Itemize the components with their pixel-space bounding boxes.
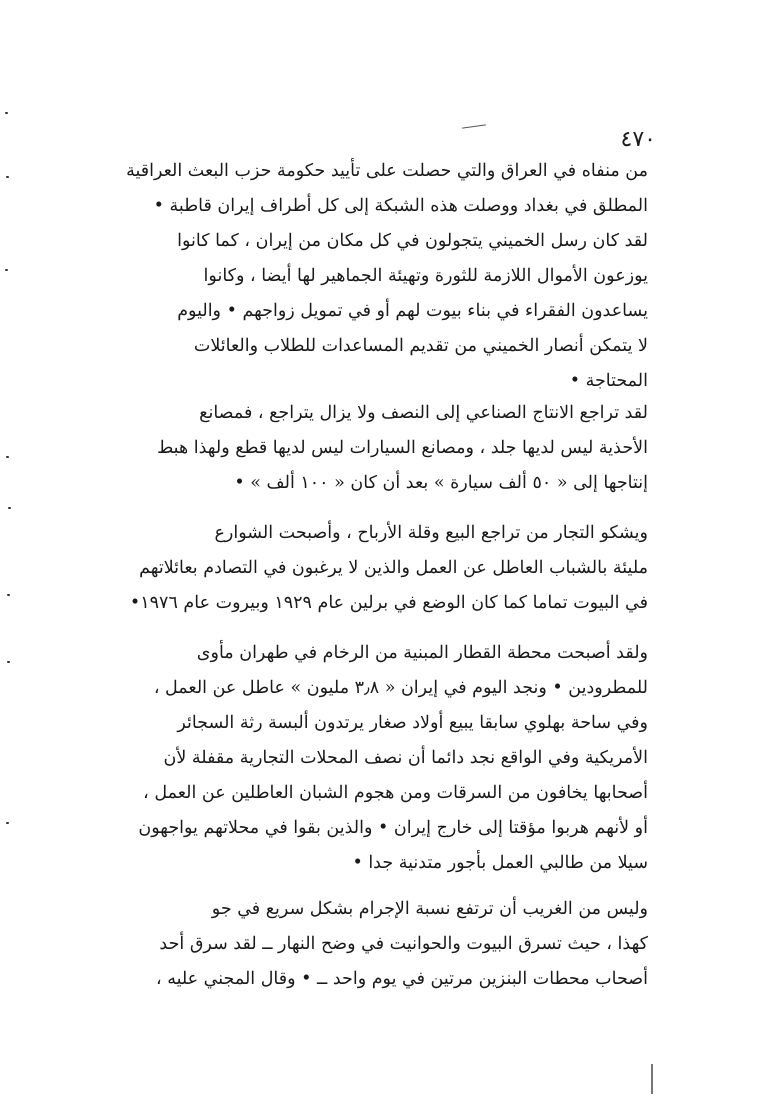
paragraph (110, 636, 648, 881)
text-line: أصحابها يخافون من السرقات ومن هجوم الشبان العاطلين عن العمل ، (143, 783, 648, 803)
text-line: المطلق في بغداد ووصلت هذه الشبكة إلى كل أطراف إيران قاطبة • (153, 196, 648, 216)
page-number: ٤٧٠ (620, 127, 656, 152)
margin-mark (7, 594, 10, 596)
text-line: إنتاجها إلى « ٥٠ ألف سيارة » بعد أن كان « ١٠٠ ألف » • (234, 473, 648, 493)
text-line: وليس من الغريب أن ترتفع نسبة الإجرام بشكل سريع في جو (211, 899, 648, 919)
text-line: المحتاجة • (569, 371, 648, 391)
text-line: يوزعون الأموال اللازمة للثورة وتهيئة الجماهير لها أيضا ، وكانوا (203, 266, 648, 286)
margin-mark (5, 112, 8, 114)
text-line: كهذا ، حيث تسرق البيوت والحوانيت في وضح النهار ــ لقد سرق أحد (159, 934, 648, 954)
text-line: لقد كان رسل الخميني يتجولون في كل مكان من إيران ، كما كانوا (177, 231, 648, 251)
text-line: في البيوت تماما كما كان الوضع في برلين عام ١٩٢٩ وبيروت عام ١٩٧٦• (129, 593, 648, 613)
paragraph (110, 396, 648, 501)
paragraph (110, 516, 648, 621)
text-line: الأحذية ليس لديها جلد ، ومصانع السيارات ليس لديها قطع ولهذا هبط (157, 438, 648, 458)
text-line: من منفاه في العراق والتي حصلت على تأييد حكومة حزب البعث العراقية (126, 161, 648, 181)
text-line: أصحاب محطات البنزين مرتين في يوم واحد ــ • وقال المجني عليه ، (156, 969, 648, 989)
text-line: للمطرودين • ونجد اليوم في إيران « ٣٫٨ مليون » عاطل عن العمل ، (153, 678, 648, 698)
paragraph (110, 892, 648, 997)
margin-mark (6, 822, 9, 824)
text-line: ولقد أصبحت محطة القطار المبنية من الرخام في طهران مأوى (196, 643, 648, 663)
text-line: الأمريكية وفي الواقع نجد دائما أن نصف المحلات التجارية مقفلة لأن (163, 748, 648, 768)
text-line: أو لأنهم هربوا مؤقتا إلى خارج إيران • والذين بقوا في محلاتهم يواجهون (138, 818, 648, 838)
text-line: لقد تراجع الانتاج الصناعي إلى النصف ولا يزال يتراجع ، فمصانع (199, 403, 648, 423)
text-line: يساعدون الفقراء في بناء بيوت لهم أو في تمويل زواجهم • واليوم (177, 301, 648, 321)
edge-mark (651, 1064, 653, 1094)
text-line: ويشكو التجار من تراجع البيع وقلة الأرباح ، وأصبحت الشوارع (214, 523, 648, 543)
margin-mark (5, 269, 8, 271)
margin-mark (7, 661, 10, 663)
text-line: مليئة بالشباب العاطل عن العمل والذين لا يرغبون في التصادم بعائلاتهم (139, 558, 648, 578)
text-line: سيلا من طالبي العمل بأجور متدنية جدا • (352, 853, 648, 873)
paragraph (110, 154, 648, 399)
margin-mark (8, 507, 11, 509)
header-dash (462, 124, 486, 128)
margin-mark (6, 456, 9, 458)
text-line: لا يتمكن أنصار الخميني من تقديم المساعدات للطلاب والعائلات (193, 336, 648, 356)
margin-mark (6, 176, 9, 178)
text-line: وفي ساحة بهلوي سابقا يبيع أولاد صغار يرتدون ألبسة رثة السجائر (177, 713, 648, 733)
